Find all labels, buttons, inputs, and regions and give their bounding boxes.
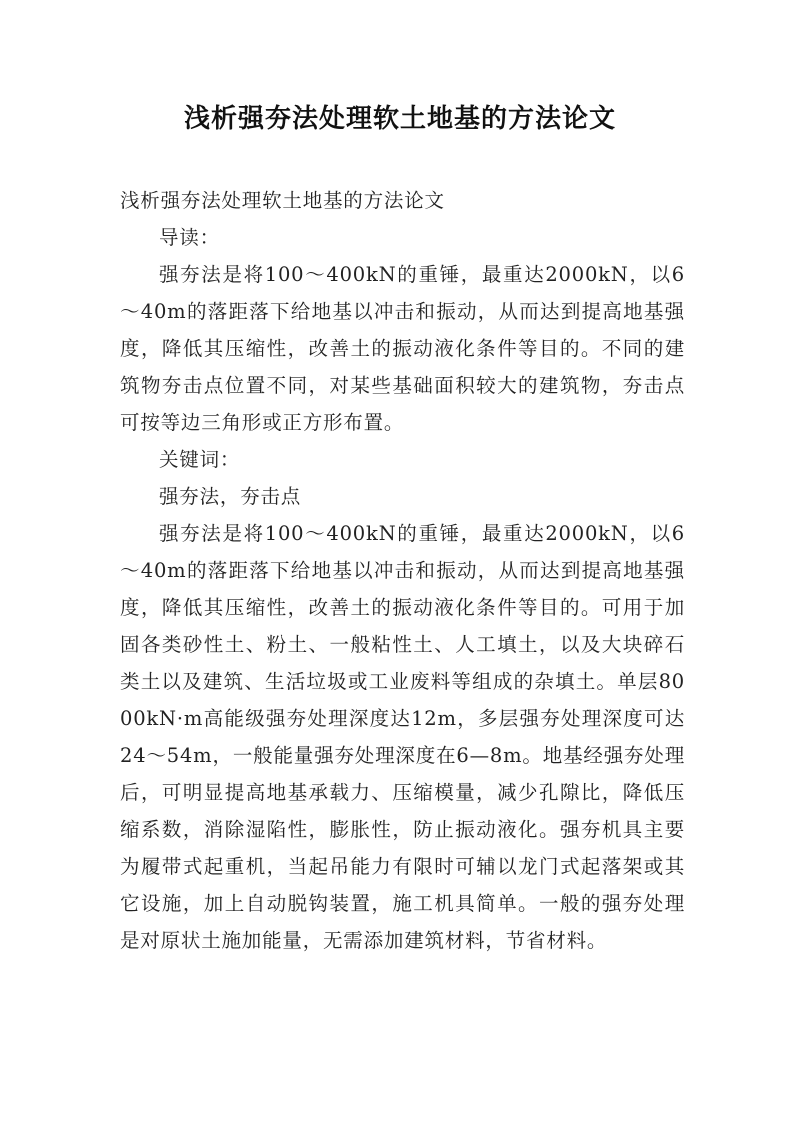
keywords-label: 关键词： bbox=[159, 448, 241, 471]
document-subtitle: 浅析强夯法处理软土地基的方法论文 bbox=[120, 189, 445, 212]
document-title: 浅析强夯法处理软土地基的方法论文 bbox=[183, 104, 616, 134]
guide-paragraph: 强夯法是将100～400kN的重锤，最重达2000kN，以6～40m的落距落下给地基以冲击和振动，从而达到提高地基强度，降低其压缩性，改善土的振动液化条件等目的。不同的建筑物夯击点位置不同，对某些基础面积较大的建筑物，夯击点可按等边三角形或正方形布置。 bbox=[120, 263, 685, 434]
body-paragraph: 强夯法是将100～400kN的重锤，最重达2000kN，以6～40m的落距落下给地基以冲击和振动，从而达到提高地基强度，降低其压缩性，改善土的振动液化条件等目的。可用于加固各类砂性土、粉土、一般粘性土、人工填土，以及大块碎石类土以及建筑、生活垃圾或工业废料等组成的杂填土。单层8000kN·m高能级强夯处理深度达12m，多层强夯处理深度可达24～54m，一般能量强夯处理深度在6—8m。地基经强夯处理后，可明显提高地基承载力、压缩模量，减少孔隙比，降低压缩系数，消除湿陷性，膨胀性，防止振动液化。强夯机具主要为履带式起重机，当起吊能力有限时可辅以龙门式起落架或其它设施，加上自动脱钩装置，施工机具简单。一般的强夯处理是对原状土施加能量，无需添加建筑材料，节省材料。 bbox=[120, 522, 685, 952]
keywords-text: 强夯法，夯击点 bbox=[159, 485, 302, 508]
document-body bbox=[120, 182, 685, 959]
guide-label: 导读： bbox=[159, 226, 220, 249]
